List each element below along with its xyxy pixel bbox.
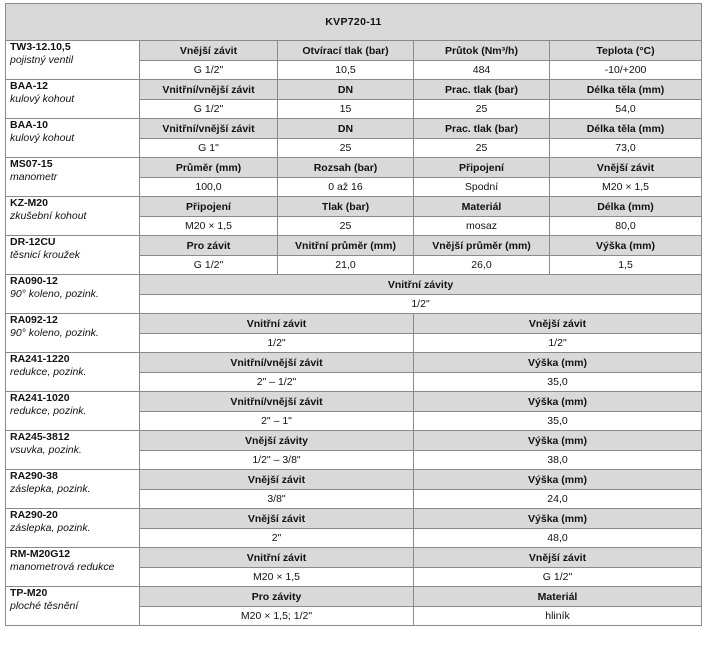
item-description: manometrová redukce xyxy=(10,561,115,573)
column-header: Vnitřní závit xyxy=(140,548,414,568)
item-code: TW3-12.10,5 xyxy=(10,41,71,53)
column-header: Vnější závity xyxy=(140,431,414,451)
item-description: 90° koleno, pozink. xyxy=(10,327,99,339)
item-code: RA241-1220 xyxy=(10,353,70,365)
column-header: Pro závit xyxy=(140,236,278,256)
page-title: KVP720-11 xyxy=(6,4,702,41)
value-cell: 73,0 xyxy=(550,139,702,158)
item-description: redukce, pozink. xyxy=(10,366,87,378)
item-code: MS07-15 xyxy=(10,158,53,170)
title-row xyxy=(6,4,702,41)
column-header: Výška (mm) xyxy=(414,392,702,412)
item-header-row xyxy=(6,197,702,217)
column-header: Pro závity xyxy=(140,587,414,607)
column-header: Vnější závit xyxy=(140,470,414,490)
value-cell: G 1" xyxy=(140,139,278,158)
value-cell: hliník xyxy=(414,607,702,626)
column-header: Vnější závit xyxy=(140,41,278,61)
column-header: Vnější závit xyxy=(140,509,414,529)
value-cell: 2" – 1" xyxy=(140,412,414,431)
value-cell: mosaz xyxy=(414,217,550,236)
column-header: Výška (mm) xyxy=(414,431,702,451)
value-cell: 1/2" xyxy=(140,295,702,314)
item-code: RA290-20 xyxy=(10,509,58,521)
column-header: Vnitřní/vnější závit xyxy=(140,353,414,373)
item-code: TP-M20 xyxy=(10,587,48,599)
item-cell xyxy=(6,236,140,275)
value-cell: 1,5 xyxy=(550,256,702,275)
value-cell: 1/2" xyxy=(414,334,702,353)
column-header: Vnitřní/vnější závit xyxy=(140,80,278,100)
item-header-row xyxy=(6,587,702,607)
item-description: záslepka, pozink. xyxy=(10,483,91,495)
item-code: BAA-12 xyxy=(10,80,48,92)
value-cell: 80,0 xyxy=(550,217,702,236)
column-header: Vnitřní závit xyxy=(140,314,414,334)
value-cell: 3/8" xyxy=(140,490,414,509)
item-header-row xyxy=(6,314,702,334)
column-header: Délka (mm) xyxy=(550,197,702,217)
item-code: RM-M20G12 xyxy=(10,548,71,560)
item-header-row xyxy=(6,275,702,295)
column-header: DN xyxy=(278,119,414,139)
item-header-row xyxy=(6,80,702,100)
item-header-row xyxy=(6,236,702,256)
column-header: Průtok (Nm³/h) xyxy=(414,41,550,61)
item-header-row xyxy=(6,119,702,139)
value-cell: 2" xyxy=(140,529,414,548)
value-cell: 2" – 1/2" xyxy=(140,373,414,392)
item-code: RA090-12 xyxy=(10,275,58,287)
item-header-row xyxy=(6,470,702,490)
value-cell: 25 xyxy=(414,139,550,158)
value-cell: 1/2" – 3/8" xyxy=(140,451,414,470)
column-header: Tlak (bar) xyxy=(278,197,414,217)
item-description: zkušební kohout xyxy=(10,210,87,222)
item-cell xyxy=(6,158,140,197)
value-cell: Spodní xyxy=(414,178,550,197)
column-header: Vnější závit xyxy=(414,548,702,568)
item-description: kulový kohout xyxy=(10,132,75,144)
item-cell xyxy=(6,431,140,470)
item-code: RA290-38 xyxy=(10,470,58,482)
column-header: Otvírací tlak (bar) xyxy=(278,41,414,61)
item-description: pojistný ventil xyxy=(10,54,74,66)
item-cell xyxy=(6,314,140,353)
column-header: Vnitřní/vnější závit xyxy=(140,119,278,139)
item-description: ploché těsnění xyxy=(10,600,79,612)
value-cell: M20 × 1,5 xyxy=(140,217,278,236)
column-header: Vnější závit xyxy=(550,158,702,178)
item-cell xyxy=(6,392,140,431)
value-cell: M20 × 1,5 xyxy=(550,178,702,197)
item-cell xyxy=(6,548,140,587)
item-cell xyxy=(6,470,140,509)
item-cell xyxy=(6,119,140,158)
column-header: Délka těla (mm) xyxy=(550,119,702,139)
value-cell: 25 xyxy=(278,139,414,158)
value-cell: M20 × 1,5; 1/2" xyxy=(140,607,414,626)
column-header: Prac. tlak (bar) xyxy=(414,119,550,139)
column-header: Výška (mm) xyxy=(414,470,702,490)
column-header: Připojení xyxy=(414,158,550,178)
column-header: Průměr (mm) xyxy=(140,158,278,178)
value-cell: -10/+200 xyxy=(550,61,702,80)
column-header: Délka těla (mm) xyxy=(550,80,702,100)
item-header-row xyxy=(6,353,702,373)
item-cell xyxy=(6,587,140,626)
item-description: manometr xyxy=(10,171,58,183)
column-header: Vnější závit xyxy=(414,314,702,334)
item-code: RA092-12 xyxy=(10,314,58,326)
value-cell: 25 xyxy=(278,217,414,236)
value-cell: 54,0 xyxy=(550,100,702,119)
item-header-row xyxy=(6,392,702,412)
value-cell: 100,0 xyxy=(140,178,278,197)
value-cell: 35,0 xyxy=(414,373,702,392)
value-cell: 484 xyxy=(414,61,550,80)
item-description: redukce, pozink. xyxy=(10,405,87,417)
item-header-row xyxy=(6,548,702,568)
column-header: Připojení xyxy=(140,197,278,217)
value-cell: 10,5 xyxy=(278,61,414,80)
value-cell: 24,0 xyxy=(414,490,702,509)
value-cell: 0 až 16 xyxy=(278,178,414,197)
value-cell: 1/2" xyxy=(140,334,414,353)
column-header: Výška (mm) xyxy=(414,353,702,373)
item-description: vsuvka, pozink. xyxy=(10,444,82,456)
value-cell: 21,0 xyxy=(278,256,414,275)
column-header: Vnitřní závity xyxy=(140,275,702,295)
spec-table xyxy=(5,3,702,626)
value-cell: 48,0 xyxy=(414,529,702,548)
item-code: KZ-M20 xyxy=(10,197,48,209)
value-cell: G 1/2" xyxy=(140,256,278,275)
item-cell xyxy=(6,41,140,80)
column-header: Vnější průměr (mm) xyxy=(414,236,550,256)
item-code: RA245-3812 xyxy=(10,431,70,443)
value-cell: 35,0 xyxy=(414,412,702,431)
item-code: RA241-1020 xyxy=(10,392,70,404)
item-cell xyxy=(6,275,140,314)
value-cell: G 1/2" xyxy=(414,568,702,587)
item-header-row xyxy=(6,431,702,451)
item-code: BAA-10 xyxy=(10,119,48,131)
column-header: DN xyxy=(278,80,414,100)
column-header: Výška (mm) xyxy=(414,509,702,529)
column-header: Materiál xyxy=(414,197,550,217)
column-header: Rozsah (bar) xyxy=(278,158,414,178)
item-description: těsnicí kroužek xyxy=(10,249,81,261)
value-cell: G 1/2" xyxy=(140,100,278,119)
item-cell xyxy=(6,353,140,392)
value-cell: M20 × 1,5 xyxy=(140,568,414,587)
value-cell: 38,0 xyxy=(414,451,702,470)
item-description: kulový kohout xyxy=(10,93,75,105)
item-cell xyxy=(6,80,140,119)
spec-sheet xyxy=(5,3,701,626)
item-header-row xyxy=(6,158,702,178)
value-cell: 15 xyxy=(278,100,414,119)
item-description: 90° koleno, pozink. xyxy=(10,288,99,300)
column-header: Výška (mm) xyxy=(550,236,702,256)
item-cell xyxy=(6,509,140,548)
item-header-row xyxy=(6,509,702,529)
item-cell xyxy=(6,197,140,236)
item-code: DR-12CU xyxy=(10,236,56,248)
item-description: záslepka, pozink. xyxy=(10,522,91,534)
value-cell: 25 xyxy=(414,100,550,119)
column-header: Materiál xyxy=(414,587,702,607)
value-cell: G 1/2" xyxy=(140,61,278,80)
item-header-row xyxy=(6,41,702,61)
column-header: Vnitřní průměr (mm) xyxy=(278,236,414,256)
column-header: Prac. tlak (bar) xyxy=(414,80,550,100)
column-header: Teplota (°C) xyxy=(550,41,702,61)
column-header: Vnitřní/vnější závit xyxy=(140,392,414,412)
value-cell: 26,0 xyxy=(414,256,550,275)
